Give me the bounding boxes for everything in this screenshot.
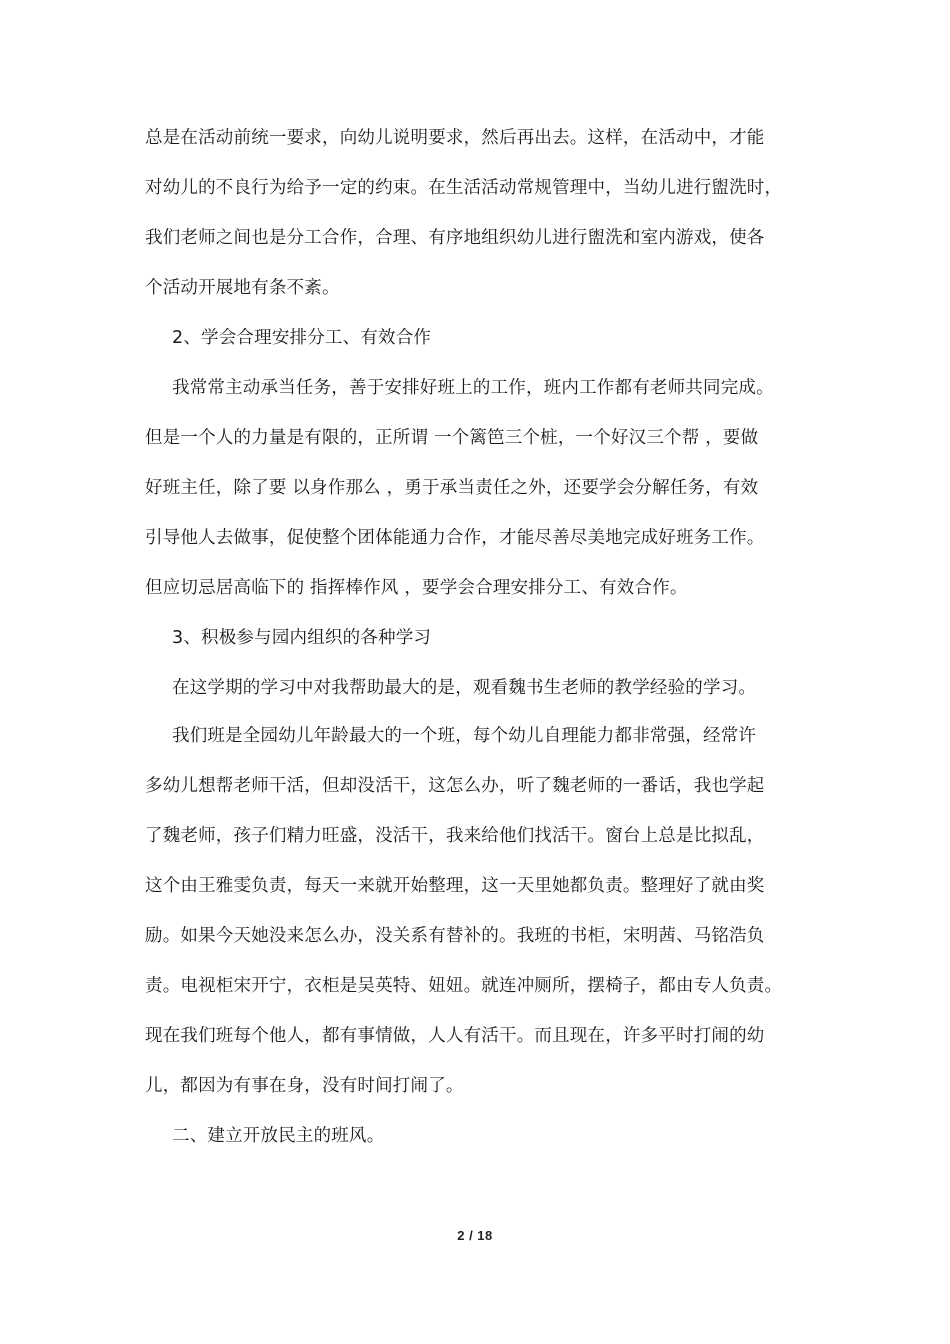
- text-line: 对幼儿的不良行为给予一定的约束。在生活活动常规管理中，当幼儿进行盥洗时，: [145, 178, 783, 198]
- text-line: 在这学期的学习中对我帮助最大的是，观看魏书生老师的教学经验的学习。: [172, 678, 757, 698]
- text-line: 了魏老师，孩子们精力旺盛，没活干，我来给他们找活干。窗台上总是比拟乱，: [145, 826, 765, 846]
- text-line: 多幼儿想帮老师干活，但却没活干，这怎么办，听了魏老师的一番话，我也学起: [145, 776, 765, 796]
- text-line: 这个由王雅雯负责，每天一来就开始整理，这一天里她都负责。整理好了就由奖: [145, 876, 765, 896]
- section-heading: 二、建立开放民主的班风。: [172, 1126, 385, 1146]
- text-line: 但是一个人的力量是有限的，正所谓 一个篱笆三个桩，一个好汉三个帮 ，要做: [145, 428, 759, 448]
- text-line: 好班主任，除了要 以身作那么 ，勇于承当责任之外，还要学会分解任务，有效: [145, 478, 759, 498]
- text-line: 但应切忌居高临下的 指挥棒作风 ，要学会合理安排分工、有效合作。: [145, 578, 688, 598]
- text-line: 我们老师之间也是分工合作，合理、有序地组织幼儿进行盥洗和室内游戏，使各: [145, 228, 765, 248]
- section-heading: 2、学会合理安排分工、有效合作: [172, 328, 432, 348]
- section-heading: 3、积极参与园内组织的各种学习: [172, 628, 432, 648]
- text-line: 个活动开展地有条不紊。: [145, 278, 340, 298]
- text-line: 现在我们班每个他人，都有事情做，人人有活干。而且现在，许多平时打闹的幼: [145, 1026, 765, 1046]
- text-line: 励。如果今天她没来怎么办，没关系有替补的。我班的书柜，宋明茜、马铭浩负: [145, 926, 765, 946]
- text-line: 总是在活动前统一要求，向幼儿说明要求，然后再出去。这样，在活动中，才能: [145, 128, 765, 148]
- text-line: 责。电视柜宋开宁，衣柜是吴英特、妞妞。就连冲厕所，摆椅子，都由专人负责。: [145, 976, 783, 996]
- text-line: 我们班是全园幼儿年龄最大的一个班，每个幼儿自理能力都非常强，经常许: [172, 726, 757, 746]
- page-number: 2 / 18: [457, 1228, 493, 1243]
- text-line: 引导他人去做事，促使整个团体能通力合作，才能尽善尽美地完成好班务工作。: [145, 528, 765, 548]
- text-line: 儿，都因为有事在身，没有时间打闹了。: [145, 1076, 464, 1096]
- text-line: 我常常主动承当任务，善于安排好班上的工作，班内工作都有老师共同完成。: [172, 378, 774, 398]
